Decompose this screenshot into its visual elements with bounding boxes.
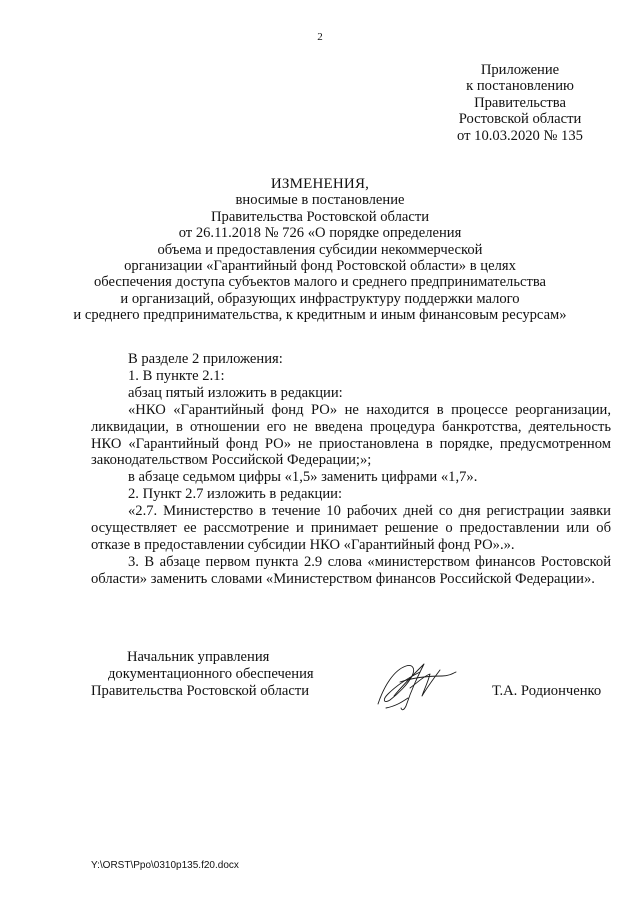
appendix-line: от 10.03.2020 № 135 xyxy=(457,127,583,144)
signatory-title-line: Правительства Ростовской области xyxy=(91,683,310,699)
signatory-title-line: документационного обеспечения xyxy=(108,666,314,682)
body-paragraph: 1. В пункте 2.1: xyxy=(128,367,225,384)
title-line: Правительства Ростовской области xyxy=(210,208,430,225)
title-heading: ИЗМЕНЕНИЯ, xyxy=(270,176,370,192)
body-paragraph: абзац пятый изложить в редакции: xyxy=(128,384,343,401)
appendix-line: Ростовской области xyxy=(458,111,582,128)
appendix-line: к постановлению xyxy=(466,78,574,95)
body-paragraph: 2. Пункт 2.7 изложить в редакции: xyxy=(128,486,343,503)
signatory-title-line: Начальник управления xyxy=(127,649,270,665)
title-line: объема и предоставления субсидии некоммерческой xyxy=(157,241,483,258)
signatory-title xyxy=(91,649,321,700)
body-paragraph: «НКО «Гарантийный фонд РО» не находится в процессе реорганизации, ликвидации, в отношении его не введена процедура банкротства, деятельность НКО «Гарантийный фонд РО» не приостановлена в порядке, предусмотренном законодательством Российской Федерации;»; xyxy=(91,401,611,469)
document-title xyxy=(60,176,580,324)
title-line: и среднего предпринимательства, к кредитным и иным финансовым ресурсам» xyxy=(73,307,567,324)
file-path: Y:\ORST\Ppo\0310p135.f20.docx xyxy=(91,860,239,871)
document-body xyxy=(91,351,611,588)
signatory-name: Т.А. Родионченко xyxy=(492,683,602,699)
handwritten-signature xyxy=(372,656,462,716)
title-line: организации «Гарантийный фонд Ростовской области» в целях xyxy=(124,258,516,275)
appendix-line: Приложение xyxy=(480,62,560,78)
body-paragraph: В разделе 2 приложения: xyxy=(128,351,283,367)
body-paragraph: в абзаце седьмом цифры «1,5» заменить цифрами «1,7». xyxy=(128,469,478,486)
page-number: 2 xyxy=(317,31,323,43)
appendix-reference xyxy=(440,62,600,144)
body-paragraph: «2.7. Министерство в течение 10 рабочих дней со дня регистрации заявки осуществляет ее рассмотрение и принимает решение о предоставлении или об отказе в предоставлении субсидии НКО «Гарантийный фонд РО».». xyxy=(91,503,611,553)
title-line: вносимые в постановление xyxy=(235,192,405,209)
appendix-line: Правительства xyxy=(474,94,566,111)
title-line: обеспечения доступа субъектов малого и среднего предпринимательства xyxy=(93,274,547,291)
title-line: и организаций, образующих инфраструктуру поддержки малого xyxy=(120,290,520,307)
title-line: от 26.11.2018 № 726 «О порядке определения xyxy=(178,225,462,242)
body-paragraph: 3. В абзаце первом пункта 2.9 слова «министерством финансов Ростовской области» заменить словами «Министерством финансов Российской Федерации». xyxy=(91,553,611,587)
